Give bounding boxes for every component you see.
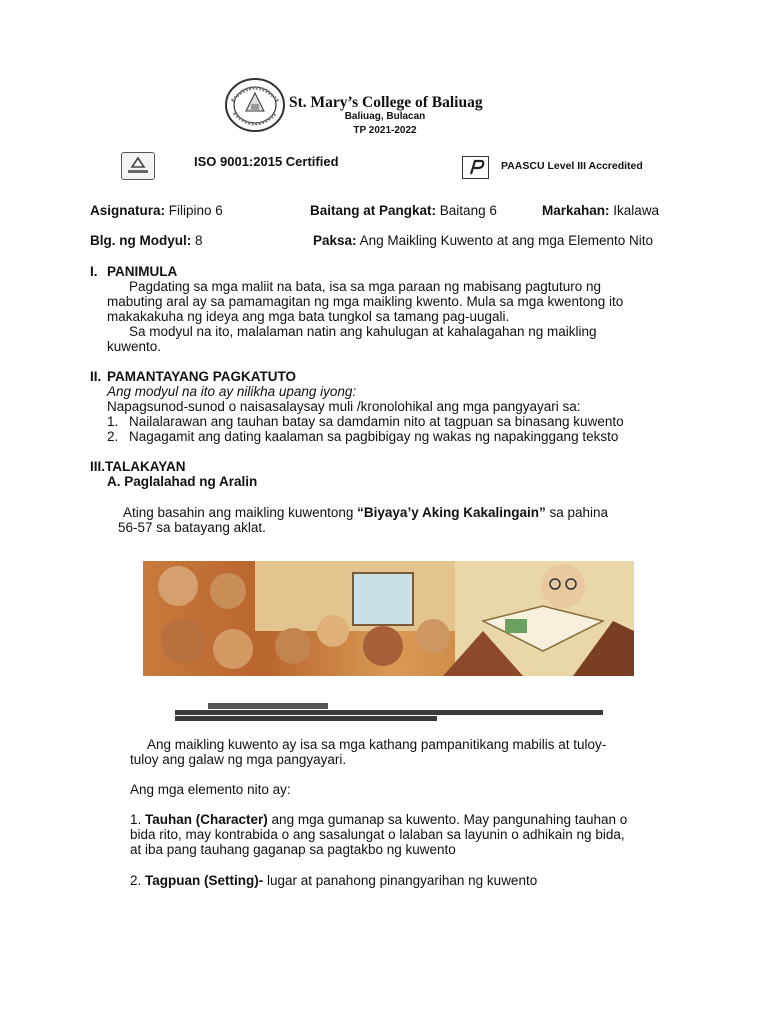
element-1-line: bida rito, may kontrabida o ang sasalungat o lalaban sa layunin o adhikain ng bida,	[130, 827, 625, 842]
asignatura-label: Asignatura:	[90, 203, 166, 218]
modyul-value: 8	[195, 233, 203, 248]
reading-instruction: Ating basahin ang maikling kuwentong “Biyaya’y Aking Kakalingain” sa pahina	[123, 505, 609, 520]
pamantayan-intro: Ang modyul na ito ay nilikha upang iyong:	[107, 384, 357, 399]
markahan-label: Markahan:	[542, 203, 610, 218]
panimula-line: Pagdating sa mga maliit na bata, isa sa mga paraan ng mabisang pagtuturo ng	[129, 279, 602, 294]
baitang-label: Baitang at Pangkat:	[310, 203, 437, 218]
section-2-number: II.	[90, 369, 102, 384]
element-2: 2. Tagpuan (Setting)- lugar at panahong pinangyarihan ng kuwento	[130, 873, 538, 888]
section-1-heading: PANIMULA	[107, 264, 178, 279]
markahan-row	[542, 203, 659, 218]
pamantayan-item: Nailalarawan ang tauhan batay sa damdamin nito at tagpuan sa binasang kuwento	[129, 414, 624, 429]
pamantayan-item: Nagagamit ang dating kaalaman sa pagbibigay ng wakas ng napakinggang teksto	[129, 429, 619, 444]
paksa-label: Paksa:	[313, 233, 357, 248]
reading-instruction-pages: 56-57 sa batayang aklat.	[118, 520, 266, 535]
section-2-heading: PAMANTAYANG PAGKATUTO	[107, 369, 297, 384]
panimula-line: mabuting aral ay sa pamamagitan ng mga maikling kwento. Mula sa mga kwentong ito	[107, 294, 624, 309]
baitang-value: Baitang 6	[439, 203, 497, 218]
pamantayan-line: Napagsunod-sunod o naisasalaysay muli /kronolohikal ang mga pangyayari sa:	[107, 399, 581, 414]
story-illustration-icon	[143, 561, 634, 676]
panimula-line: Sa modyul na ito, malalaman natin ang kahulugan at kahalagahan ng maikling	[129, 324, 597, 339]
element-1-term: Tauhan (Character)	[145, 812, 268, 827]
modyul-label: Blg. ng Modyul:	[90, 233, 192, 248]
iso-certification: ISO 9001:2015 Certified	[194, 154, 339, 169]
paksa-row	[313, 233, 653, 248]
element-1-line: at iba pang tauhang gaganap sa pagtakbo ng kuwento	[130, 842, 456, 857]
story-title: “Biyaya’y Aking Kakalingain”	[357, 505, 546, 520]
modyul-row	[90, 233, 203, 248]
pamantayan-item-number: 2.	[107, 429, 119, 444]
markahan-value: Ikalawa	[613, 203, 660, 218]
image-source-link-redacted	[175, 703, 603, 723]
element-1: 1. Tauhan (Character) ang mga gumanap sa kuwento. May pangunahing tauhan o	[130, 812, 628, 827]
asignatura-row	[90, 203, 223, 218]
panimula-line: kuwento.	[107, 339, 162, 354]
school-term: TP 2021-2022	[353, 125, 417, 136]
baitang-row	[310, 203, 497, 218]
paascu-accreditation: PAASCU Level III Accredited	[501, 160, 643, 172]
school-seal-icon	[224, 77, 286, 133]
asignatura-value: Filipino 6	[168, 203, 223, 218]
paksa-value: Ang Maikling Kuwento at ang mga Elemento Nito	[359, 233, 653, 248]
subsection-a-heading: A. Paglalahad ng Aralin	[107, 474, 258, 489]
school-location: Baliuag, Bulacan	[344, 111, 426, 122]
iso-logo-icon	[121, 152, 155, 180]
section-1-number: I.	[90, 264, 98, 279]
panimula-line: makakakuha ng ideya ang mga bata tungkol sa tamang pag-uugali.	[107, 309, 510, 324]
element-2-term: Tagpuan (Setting)-	[145, 873, 264, 888]
pamantayan-item-number: 1.	[107, 414, 119, 429]
paascu-logo-icon	[462, 156, 489, 179]
definition-line: Ang maikling kuwento ay isa sa mga kathang pampanitikang mabilis at tuloy-	[147, 737, 607, 752]
section-3-heading: III.TALAKAYAN	[90, 459, 186, 474]
elements-intro: Ang mga elemento nito ay:	[130, 782, 291, 797]
definition-line: tuloy ang galaw ng mga pangyayari.	[130, 752, 347, 767]
school-name: St. Mary’s College of Baliuag	[289, 94, 483, 111]
